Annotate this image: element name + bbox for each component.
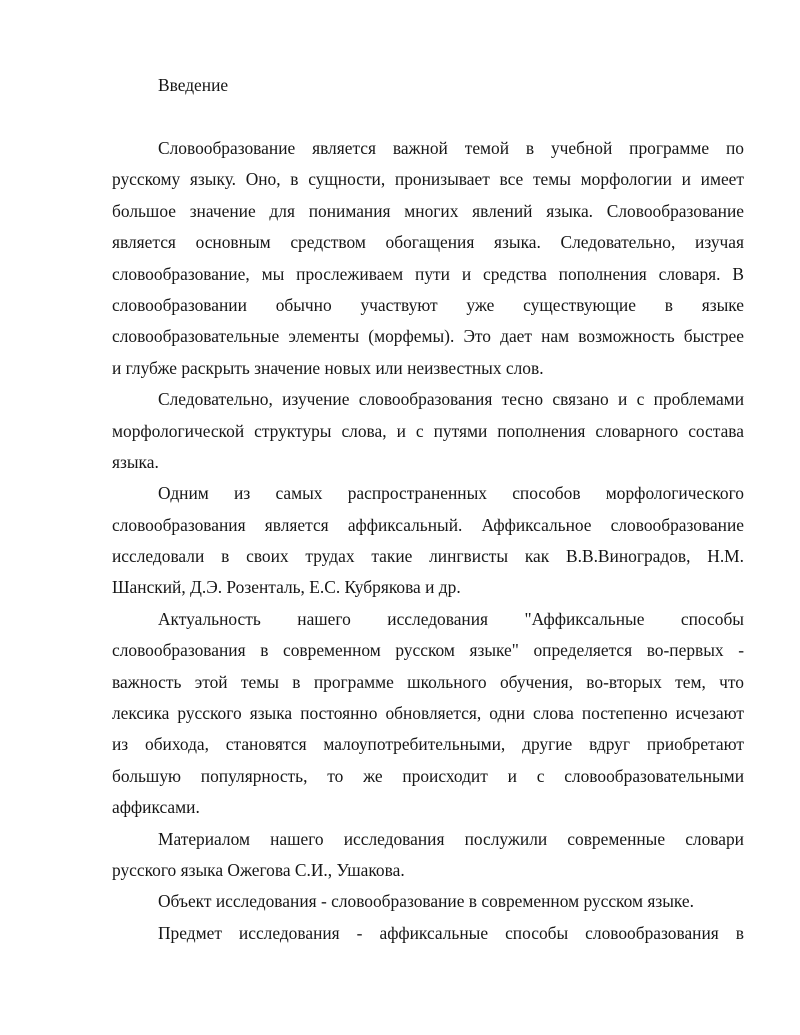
- text-line: и глубже раскрыть значение новых или неизвестных слов.: [112, 357, 544, 378]
- section-heading: Введение: [158, 75, 229, 95]
- text-line: является основным средством обогащения языка. Следовательно, изучая: [112, 232, 744, 253]
- text-line: русскому языку. Оно, в сущности, пронизывает все темы морфологии и имеет: [112, 169, 744, 190]
- text-line: из обихода, становятся малоупотребительными, другие вдруг приобретают: [112, 734, 744, 755]
- text-line: Словообразование является важной темой в учебной программе по: [158, 138, 744, 158]
- text-line: языка.: [112, 451, 159, 472]
- text-line: важность этой темы в программе школьного обучения, во-вторых тем, что: [112, 671, 744, 692]
- text-line: словообразование, мы прослеживаем пути и средства пополнения словаря. В: [112, 263, 744, 284]
- text-line: Следовательно, изучение словообразования тесно связано и с проблемами: [158, 389, 744, 410]
- text-line: большое значение для понимания многих явлений языка. Словообразование: [112, 200, 744, 221]
- text-line: Актуальность нашего исследования "Аффиксальные способы: [158, 608, 744, 629]
- text-line: Одним из самых распространенных способов морфологического: [158, 483, 744, 504]
- document-body: [112, 137, 744, 953]
- text-line: морфологической структуры слова, и с путями пополнения словарного состава: [112, 420, 744, 441]
- text-line: Материалом нашего исследования послужили современные словари: [158, 828, 744, 849]
- text-line: словообразовательные элементы (морфемы). Это дает нам возможность быстрее: [112, 326, 744, 347]
- text-line: словообразовании обычно участвуют уже существующие в языке: [112, 294, 744, 315]
- text-line: словообразования в современном русском языке" определяется во-первых -: [112, 640, 744, 661]
- text-line: Шанский, Д.Э. Розенталь, Е.С. Кубрякова и др.: [112, 577, 461, 598]
- text-line: Объект исследования - словообразование в современном русском языке.: [158, 891, 694, 912]
- text-line: исследовали в своих трудах такие лингвисты как В.В.Виноградов, Н.М.: [112, 546, 744, 567]
- text-line: словообразования является аффиксальный. Аффиксальное словообразование: [112, 514, 744, 535]
- text-line: Предмет исследования - аффиксальные способы словообразования в: [158, 922, 744, 943]
- text-line: большую популярность, то же происходит и с словообразовательными: [112, 765, 744, 786]
- text-line: аффиксами.: [112, 797, 200, 818]
- text-line: лексика русского языка постоянно обновляется, одни слова постепенно исчезают: [112, 703, 744, 724]
- text-line: русского языка Ожегова С.И., Ушакова.: [112, 859, 405, 880]
